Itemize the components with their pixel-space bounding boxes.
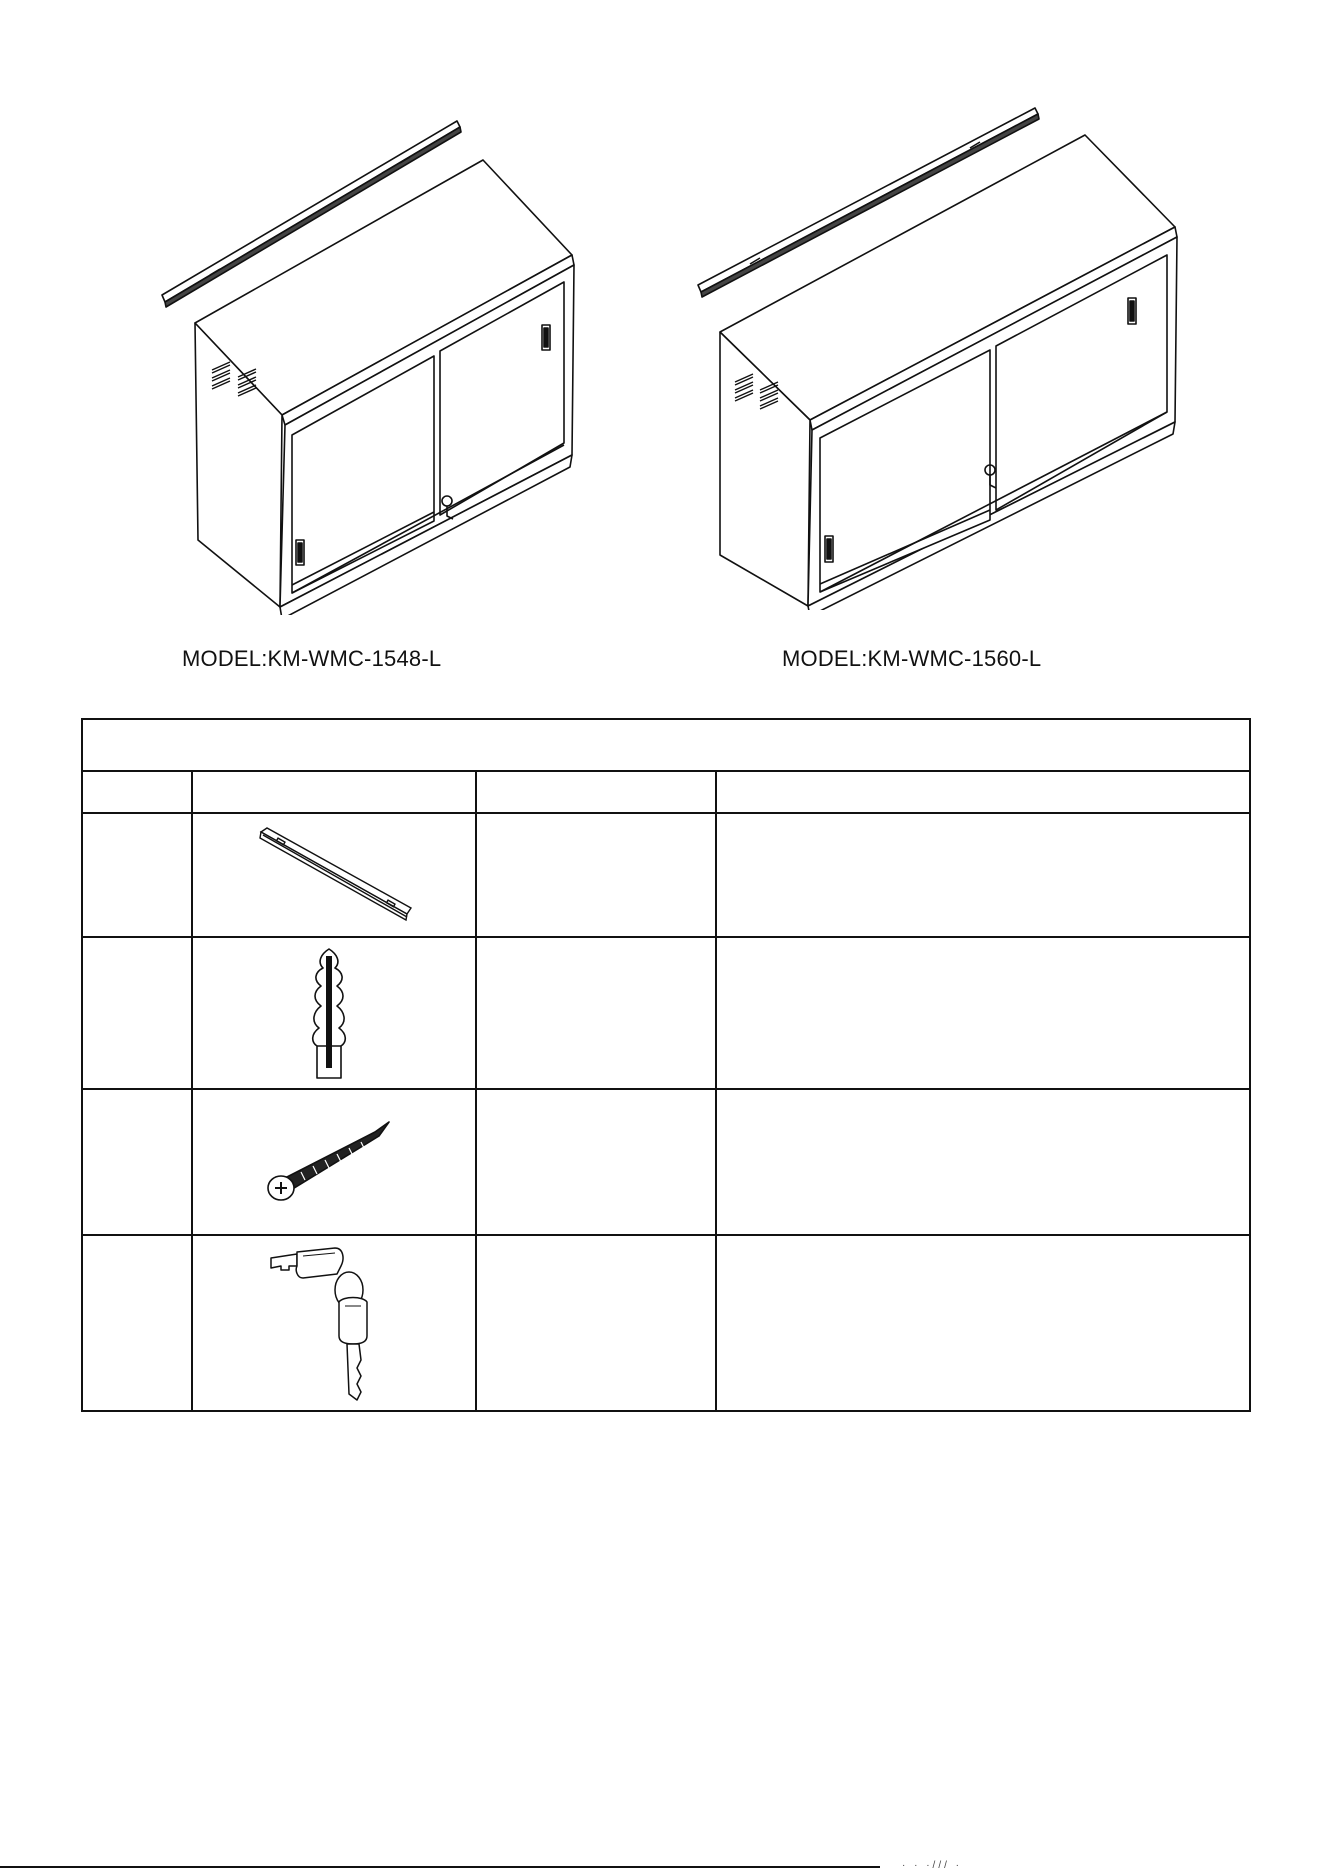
wall-anchor-icon bbox=[299, 946, 359, 1081]
footer-marks: · · ·/// · bbox=[902, 1860, 962, 1871]
cabinet-drawing-left bbox=[150, 115, 590, 615]
footer-rule bbox=[0, 1866, 880, 1868]
table-row bbox=[83, 938, 1249, 1088]
table-row bbox=[83, 814, 1249, 936]
model-label-left: MODEL:KM-WMC-1548-L bbox=[182, 646, 442, 671]
table-row bbox=[83, 1236, 1249, 1412]
screw-icon bbox=[261, 1120, 391, 1210]
wall-mounting-bracket-icon bbox=[259, 826, 419, 926]
model-label-right: MODEL:KM-WMC-1560-L bbox=[782, 646, 1042, 671]
parts-list-table bbox=[81, 718, 1251, 1412]
cabinet-drawing-right bbox=[690, 100, 1190, 610]
table-row bbox=[83, 1090, 1249, 1234]
keys-icon bbox=[267, 1244, 397, 1404]
